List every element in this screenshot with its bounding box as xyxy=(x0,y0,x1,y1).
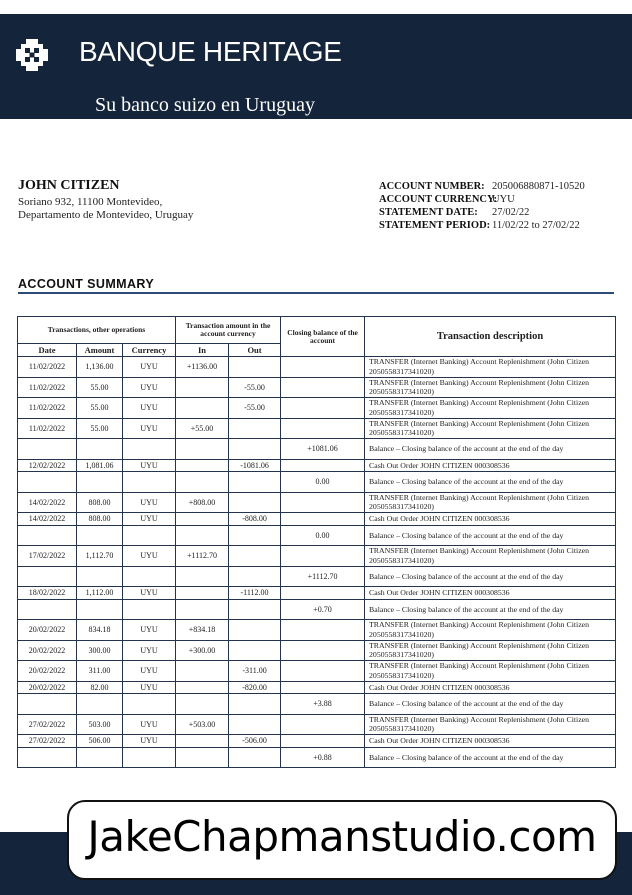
cell-date: 27/02/2022 xyxy=(18,735,77,748)
cell-closing-balance: +3.88 xyxy=(281,694,365,715)
cell-in xyxy=(176,439,229,460)
cell-out xyxy=(229,747,281,768)
header-in: In xyxy=(176,344,229,357)
cell-closing-balance xyxy=(281,459,365,472)
cell-out xyxy=(229,546,281,567)
cell-amount xyxy=(77,472,123,493)
cell-closing-balance: +0.70 xyxy=(281,599,365,620)
cell-closing-balance xyxy=(281,640,365,661)
header-description: Transaction description xyxy=(365,317,616,357)
header-transactions-group: Transactions, other operations xyxy=(18,317,176,344)
cell-closing-balance: 0.00 xyxy=(281,472,365,493)
bank-name: BANQUE HERITAGE xyxy=(79,36,342,67)
cell-description: Cash Out Order JOHN CITIZEN 000308536 xyxy=(365,513,616,526)
cell-amount xyxy=(77,747,123,768)
cell-closing-balance xyxy=(281,546,365,567)
cell-amount: 1,081.06 xyxy=(77,459,123,472)
cell-closing-balance xyxy=(281,357,365,378)
cell-amount: 506.00 xyxy=(77,735,123,748)
cell-out xyxy=(229,472,281,493)
table-row xyxy=(18,492,616,513)
header-currency: Currency xyxy=(123,344,176,357)
cell-description: TRANSFER (Internet Banking) Account Replenishment (John Citizen 2050558317341020) xyxy=(365,377,616,398)
cell-currency: UYU xyxy=(123,714,176,735)
cell-out: -820.00 xyxy=(229,681,281,694)
cell-amount: 808.00 xyxy=(77,513,123,526)
cell-out: -1112.00 xyxy=(229,587,281,600)
cell-date xyxy=(18,525,77,546)
table-row xyxy=(18,472,616,493)
cell-description: Balance – Closing balance of the account at the end of the day xyxy=(365,525,616,546)
cell-amount xyxy=(77,599,123,620)
client-address-line1: Soriano 932, 11100 Montevideo, xyxy=(18,196,163,208)
table-row xyxy=(18,661,616,682)
cell-amount xyxy=(77,694,123,715)
cell-date: 17/02/2022 xyxy=(18,546,77,567)
cell-closing-balance xyxy=(281,735,365,748)
account-currency-label: ACCOUNT CURRENCY: xyxy=(379,194,498,205)
cell-description: Cash Out Order JOHN CITIZEN 000308536 xyxy=(365,587,616,600)
client-address xyxy=(18,196,193,222)
header-out: Out xyxy=(229,344,281,357)
bank-header xyxy=(0,14,632,119)
cell-in xyxy=(176,513,229,526)
transactions-table xyxy=(17,316,616,768)
cell-out: -506.00 xyxy=(229,735,281,748)
cell-date: 14/02/2022 xyxy=(18,513,77,526)
cell-amount: 503.00 xyxy=(77,714,123,735)
cell-in xyxy=(176,587,229,600)
cell-amount: 300.00 xyxy=(77,640,123,661)
cell-currency: UYU xyxy=(123,620,176,641)
cell-amount xyxy=(77,525,123,546)
cell-amount: 1,112.70 xyxy=(77,546,123,567)
cell-amount: 311.00 xyxy=(77,661,123,682)
table-row xyxy=(18,398,616,419)
cell-closing-balance xyxy=(281,587,365,600)
cell-date: 20/02/2022 xyxy=(18,620,77,641)
summary-divider xyxy=(18,292,614,294)
table-row xyxy=(18,546,616,567)
cell-date: 11/02/2022 xyxy=(18,357,77,378)
cell-in: +300.00 xyxy=(176,640,229,661)
cell-date: 11/02/2022 xyxy=(18,377,77,398)
cell-amount: 55.00 xyxy=(77,377,123,398)
cell-currency: UYU xyxy=(123,398,176,419)
cell-description: Cash Out Order JOHN CITIZEN 000308536 xyxy=(365,459,616,472)
cell-in xyxy=(176,747,229,768)
cell-description: TRANSFER (Internet Banking) Account Replenishment (John Citizen 2050558317341020) xyxy=(365,418,616,439)
cell-date: 11/02/2022 xyxy=(18,398,77,419)
cell-date: 20/02/2022 xyxy=(18,640,77,661)
table-row xyxy=(18,694,616,715)
cell-description: TRANSFER (Internet Banking) Account Replenishment (John Citizen 2050558317341020) xyxy=(365,620,616,641)
table-row xyxy=(18,747,616,768)
cell-description: Balance – Closing balance of the account at the end of the day xyxy=(365,566,616,587)
client-address-line2: Departamento de Montevideo, Uruguay xyxy=(18,209,194,221)
cell-in xyxy=(176,525,229,546)
account-number-label: ACCOUNT NUMBER: xyxy=(379,181,485,192)
header-closing-balance: Closing balance of the account xyxy=(281,317,365,357)
cell-closing-balance xyxy=(281,714,365,735)
cell-out: -808.00 xyxy=(229,513,281,526)
cell-in: +1136.00 xyxy=(176,357,229,378)
cell-currency xyxy=(123,525,176,546)
cell-closing-balance: +1112.70 xyxy=(281,566,365,587)
cell-currency xyxy=(123,566,176,587)
cell-date xyxy=(18,472,77,493)
cell-currency: UYU xyxy=(123,492,176,513)
table-row xyxy=(18,357,616,378)
cell-date: 12/02/2022 xyxy=(18,459,77,472)
cell-out xyxy=(229,492,281,513)
cell-currency: UYU xyxy=(123,681,176,694)
swiss-cross-emblem-icon xyxy=(16,39,48,71)
cell-currency: UYU xyxy=(123,513,176,526)
cell-closing-balance xyxy=(281,377,365,398)
cell-currency: UYU xyxy=(123,357,176,378)
cell-amount: 55.00 xyxy=(77,398,123,419)
cell-amount: 808.00 xyxy=(77,492,123,513)
statement-period-label: STATEMENT PERIOD: xyxy=(379,220,491,231)
cell-description: TRANSFER (Internet Banking) Account Replenishment (John Citizen 2050558317341020) xyxy=(365,492,616,513)
watermark-text: JakeChapmanstudio.com xyxy=(87,812,597,861)
cell-description: Balance – Closing balance of the account at the end of the day xyxy=(365,599,616,620)
bank-tagline: Su banco suizo en Uruguay xyxy=(95,94,315,116)
cell-out xyxy=(229,640,281,661)
cell-date: 20/02/2022 xyxy=(18,681,77,694)
cell-description: Balance – Closing balance of the account at the end of the day xyxy=(365,472,616,493)
cell-out: -311.00 xyxy=(229,661,281,682)
cell-currency: UYU xyxy=(123,640,176,661)
cell-date: 11/02/2022 xyxy=(18,418,77,439)
cell-out xyxy=(229,694,281,715)
cell-currency: UYU xyxy=(123,735,176,748)
cell-out xyxy=(229,566,281,587)
cell-description: TRANSFER (Internet Banking) Account Replenishment (John Citizen 2050558317341020) xyxy=(365,357,616,378)
cell-in xyxy=(176,398,229,419)
account-number-value: 205006880871-10520 xyxy=(492,181,585,192)
cell-out xyxy=(229,525,281,546)
cell-date xyxy=(18,747,77,768)
cell-amount: 1,136.00 xyxy=(77,357,123,378)
cell-closing-balance: +0.88 xyxy=(281,747,365,768)
table-row xyxy=(18,418,616,439)
cell-description: Cash Out Order JOHN CITIZEN 000308536 xyxy=(365,735,616,748)
transactions-body xyxy=(18,357,616,768)
cell-closing-balance xyxy=(281,681,365,694)
client-name: JOHN CITIZEN xyxy=(18,178,120,193)
cell-currency xyxy=(123,694,176,715)
cell-amount: 834.18 xyxy=(77,620,123,641)
cell-currency: UYU xyxy=(123,418,176,439)
cell-out: -55.00 xyxy=(229,398,281,419)
cell-currency: UYU xyxy=(123,546,176,567)
cell-date xyxy=(18,694,77,715)
table-row xyxy=(18,620,616,641)
cell-description: Balance – Closing balance of the account at the end of the day xyxy=(365,747,616,768)
table-row xyxy=(18,681,616,694)
header-amount-group: Transaction amount in the account currency xyxy=(176,317,281,344)
cell-out xyxy=(229,714,281,735)
cell-in xyxy=(176,694,229,715)
cell-in xyxy=(176,599,229,620)
table-row xyxy=(18,587,616,600)
cell-description: Balance – Closing balance of the account at the end of the day xyxy=(365,439,616,460)
statement-period-value: 11/02/22 to 27/02/22 xyxy=(492,220,580,231)
cell-closing-balance xyxy=(281,398,365,419)
cell-currency: UYU xyxy=(123,587,176,600)
table-row xyxy=(18,566,616,587)
cell-currency xyxy=(123,747,176,768)
cell-description: TRANSFER (Internet Banking) Account Replenishment (John Citizen 2050558317341020) xyxy=(365,640,616,661)
cell-amount: 1,112.00 xyxy=(77,587,123,600)
cell-description: Cash Out Order JOHN CITIZEN 000308536 xyxy=(365,681,616,694)
cell-currency xyxy=(123,472,176,493)
header-amount: Amount xyxy=(77,344,123,357)
table-row xyxy=(18,640,616,661)
watermark-box xyxy=(67,800,617,880)
cell-date: 27/02/2022 xyxy=(18,714,77,735)
table-row xyxy=(18,459,616,472)
header-date: Date xyxy=(18,344,77,357)
cell-description: Balance – Closing balance of the account at the end of the day xyxy=(365,694,616,715)
cell-in: +503.00 xyxy=(176,714,229,735)
cell-currency: UYU xyxy=(123,377,176,398)
cell-in: +55.00 xyxy=(176,418,229,439)
table-row xyxy=(18,735,616,748)
cell-in xyxy=(176,459,229,472)
cell-description: TRANSFER (Internet Banking) Account Replenishment (John Citizen 2050558317341020) xyxy=(365,714,616,735)
cell-out xyxy=(229,357,281,378)
table-row xyxy=(18,714,616,735)
cell-out xyxy=(229,620,281,641)
cell-closing-balance xyxy=(281,620,365,641)
cell-in: +1112.70 xyxy=(176,546,229,567)
cell-currency xyxy=(123,599,176,620)
statement-date-value: 27/02/22 xyxy=(492,207,530,218)
cell-in xyxy=(176,472,229,493)
table-row xyxy=(18,525,616,546)
cell-in xyxy=(176,681,229,694)
cell-description: TRANSFER (Internet Banking) Account Replenishment (John Citizen 2050558317341020) xyxy=(365,661,616,682)
table-row xyxy=(18,599,616,620)
cell-closing-balance: 0.00 xyxy=(281,525,365,546)
cell-out: -1081.06 xyxy=(229,459,281,472)
cell-closing-balance xyxy=(281,513,365,526)
cell-closing-balance: +1081.06 xyxy=(281,439,365,460)
cell-closing-balance xyxy=(281,492,365,513)
cell-in xyxy=(176,735,229,748)
cell-in xyxy=(176,566,229,587)
cell-description: TRANSFER (Internet Banking) Account Replenishment (John Citizen 2050558317341020) xyxy=(365,546,616,567)
cell-date xyxy=(18,566,77,587)
cell-in xyxy=(176,377,229,398)
cell-closing-balance xyxy=(281,418,365,439)
cell-date xyxy=(18,439,77,460)
account-currency-value: UYU xyxy=(492,194,515,205)
cell-date: 14/02/2022 xyxy=(18,492,77,513)
cell-currency: UYU xyxy=(123,661,176,682)
statement-date-label: STATEMENT DATE: xyxy=(379,207,478,218)
cell-date: 20/02/2022 xyxy=(18,661,77,682)
cell-amount: 82.00 xyxy=(77,681,123,694)
cell-in: +808.00 xyxy=(176,492,229,513)
cell-currency: UYU xyxy=(123,459,176,472)
cell-closing-balance xyxy=(281,661,365,682)
table-row xyxy=(18,513,616,526)
cell-description: TRANSFER (Internet Banking) Account Replenishment (John Citizen 2050558317341020) xyxy=(365,398,616,419)
cell-amount xyxy=(77,566,123,587)
table-row xyxy=(18,439,616,460)
cell-in: +834.18 xyxy=(176,620,229,641)
cell-in xyxy=(176,661,229,682)
cell-date: 18/02/2022 xyxy=(18,587,77,600)
cell-out: -55.00 xyxy=(229,377,281,398)
account-summary-title: ACCOUNT SUMMARY xyxy=(18,277,155,291)
cell-amount xyxy=(77,439,123,460)
cell-amount: 55.00 xyxy=(77,418,123,439)
table-row xyxy=(18,377,616,398)
cell-out xyxy=(229,418,281,439)
cell-out xyxy=(229,439,281,460)
cell-currency xyxy=(123,439,176,460)
cell-out xyxy=(229,599,281,620)
cell-date xyxy=(18,599,77,620)
